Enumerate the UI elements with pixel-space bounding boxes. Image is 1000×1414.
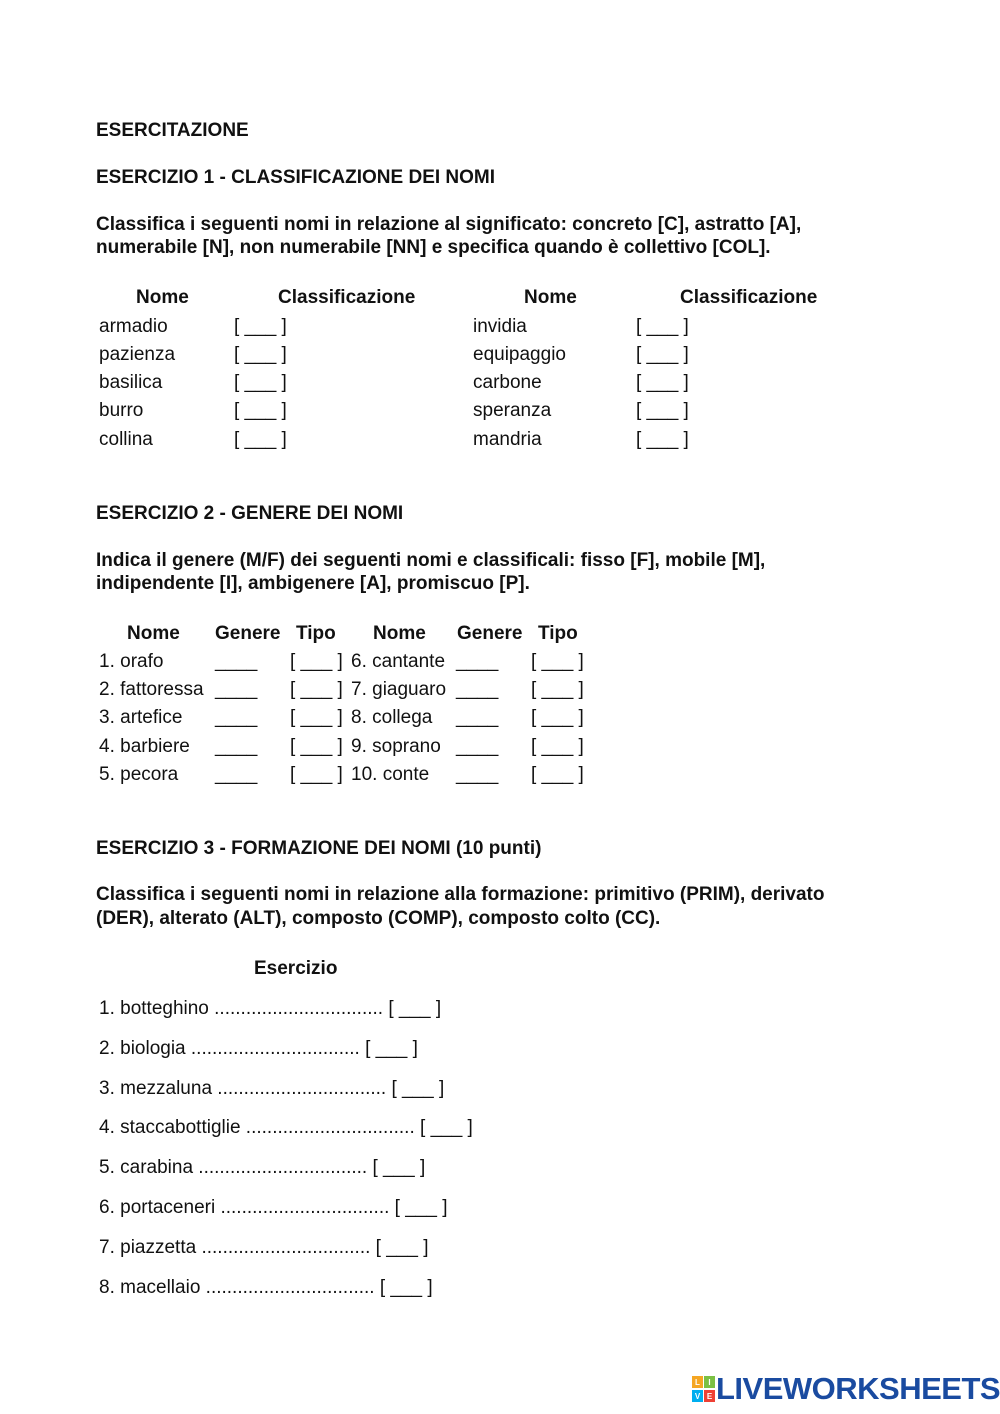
- ex3-item[interactable]: 7. piazzetta ................................ [ ___ ]: [99, 1237, 429, 1258]
- ex1-word: pazienza: [99, 344, 176, 365]
- ex2-genere-blank[interactable]: ____: [456, 651, 499, 672]
- ex1-word: basilica: [99, 372, 163, 393]
- ex2-genere-blank[interactable]: ____: [215, 736, 258, 757]
- ex2-genere-blank[interactable]: ____: [215, 651, 258, 672]
- ex2-tipo-blank[interactable]: [ ___ ]: [531, 651, 584, 672]
- ex2-genere-blank[interactable]: ____: [215, 679, 258, 700]
- ex1-answer-blank[interactable]: [ ___ ]: [234, 372, 287, 393]
- ex2-genere-blank[interactable]: ____: [215, 707, 258, 728]
- ex1-answer-blank[interactable]: [ ___ ]: [636, 316, 689, 337]
- ex2-word: 10. conte: [351, 764, 430, 785]
- ex3-item[interactable]: 2. biologia ................................ [ ___ ]: [99, 1038, 418, 1059]
- exercise-2-heading: ESERCIZIO 2 - GENERE DEI NOMI: [96, 503, 404, 524]
- svg-text:I: I: [708, 1378, 711, 1387]
- ex1-answer-blank[interactable]: [ ___ ]: [234, 400, 287, 421]
- ex2-word: 1. orafo: [99, 651, 164, 672]
- ex1-answer-blank[interactable]: [ ___ ]: [636, 372, 689, 393]
- ex2-word: 8. collega: [351, 707, 433, 728]
- ex1-word: speranza: [473, 400, 552, 421]
- liveworksheets-logo-text: LIVEWORKSHEETS: [716, 1371, 1000, 1406]
- svg-text:V: V: [694, 1392, 701, 1401]
- ex1-word: carbone: [473, 372, 542, 393]
- ex1-answer-blank[interactable]: [ ___ ]: [234, 344, 287, 365]
- ex3-item[interactable]: 4. staccabottiglie ................................ [ ___ ]: [99, 1117, 473, 1138]
- ex1-answer-blank[interactable]: [ ___ ]: [234, 316, 287, 337]
- exercise-1-instruction-line-1: Classifica i seguenti nomi in relazione al significato: concreto [C], astratto [A],: [96, 214, 802, 235]
- ex1-word: armadio: [99, 316, 168, 337]
- ex1-word: invidia: [473, 316, 527, 337]
- ex2-tipo-blank[interactable]: [ ___ ]: [290, 764, 343, 785]
- ex3-item[interactable]: 6. portaceneri ................................ [ ___ ]: [99, 1197, 448, 1218]
- svg-text:E: E: [706, 1392, 713, 1401]
- ex2-word: 4. barbiere: [99, 736, 190, 757]
- ex3-item[interactable]: 1. botteghino ................................ [ ___ ]: [99, 998, 442, 1019]
- exercise-3-subheading: Esercizio: [254, 958, 338, 979]
- ex3-item[interactable]: 8. macellaio ................................ [ ___ ]: [99, 1277, 433, 1298]
- exercise-3-instruction-line-2: (DER), alterato (ALT), composto (COMP), composto colto (CC).: [96, 908, 661, 929]
- ex2-tipo-blank[interactable]: [ ___ ]: [290, 707, 343, 728]
- ex2-genere-blank[interactable]: ____: [456, 679, 499, 700]
- ex2-header-genere-left: Genere: [215, 623, 281, 644]
- exercise-3-instruction-line-1: Classifica i seguenti nomi in relazione alla formazione: primitivo (PRIM), derivato: [96, 884, 825, 905]
- svg-text:L: L: [695, 1378, 700, 1387]
- ex1-word: burro: [99, 400, 144, 421]
- ex2-genere-blank[interactable]: ____: [215, 764, 258, 785]
- ex2-tipo-blank[interactable]: [ ___ ]: [531, 707, 584, 728]
- ex2-word: 7. giaguaro: [351, 679, 447, 700]
- liveworksheets-mark-icon: [692, 1374, 716, 1404]
- ex1-answer-blank[interactable]: [ ___ ]: [636, 400, 689, 421]
- ex2-word: 6. cantante: [351, 651, 446, 672]
- ex2-word: 2. fattoressa: [99, 679, 204, 700]
- exercise-2-instruction-line-2: indipendente [I], ambigenere [A], promiscuo [P].: [96, 573, 530, 594]
- ex2-tipo-blank[interactable]: [ ___ ]: [531, 764, 584, 785]
- ex1-answer-blank[interactable]: [ ___ ]: [636, 429, 689, 450]
- ex2-genere-blank[interactable]: ____: [456, 707, 499, 728]
- ex2-header-tipo-right: Tipo: [538, 623, 578, 644]
- ex2-tipo-blank[interactable]: [ ___ ]: [531, 736, 584, 757]
- ex2-tipo-blank[interactable]: [ ___ ]: [290, 651, 343, 672]
- ex2-header-nome-left: Nome: [127, 623, 180, 644]
- exercise-3-heading: ESERCIZIO 3 - FORMAZIONE DEI NOMI (10 punti): [96, 838, 542, 859]
- ex1-word: equipaggio: [473, 344, 566, 365]
- ex3-item[interactable]: 3. mezzaluna ................................ [ ___ ]: [99, 1078, 445, 1099]
- exercise-1-instruction-line-2: numerabile [N], non numerabile [NN] e specifica quando è collettivo [COL].: [96, 237, 771, 258]
- ex1-answer-blank[interactable]: [ ___ ]: [636, 344, 689, 365]
- ex2-tipo-blank[interactable]: [ ___ ]: [290, 736, 343, 757]
- ex2-word: 3. artefice: [99, 707, 183, 728]
- ex2-header-tipo-left: Tipo: [296, 623, 336, 644]
- ex2-header-genere-right: Genere: [457, 623, 523, 644]
- ex2-genere-blank[interactable]: ____: [456, 764, 499, 785]
- ex2-tipo-blank[interactable]: [ ___ ]: [290, 679, 343, 700]
- ex2-word: 5. pecora: [99, 764, 179, 785]
- ex1-header-classificazione-left: Classificazione: [278, 287, 416, 308]
- ex2-tipo-blank[interactable]: [ ___ ]: [531, 679, 584, 700]
- ex1-word: collina: [99, 429, 153, 450]
- ex1-word: mandria: [473, 429, 542, 450]
- exercise-2-instruction-line-1: Indica il genere (M/F) dei seguenti nomi e classificali: fisso [F], mobile [M],: [96, 550, 766, 571]
- ex1-header-nome-right: Nome: [524, 287, 577, 308]
- ex1-header-classificazione-right: Classificazione: [680, 287, 818, 308]
- ex1-answer-blank[interactable]: [ ___ ]: [234, 429, 287, 450]
- document-title: ESERCITAZIONE: [96, 120, 249, 141]
- ex2-genere-blank[interactable]: ____: [456, 736, 499, 757]
- exercise-1-heading: ESERCIZIO 1 - CLASSIFICAZIONE DEI NOMI: [96, 167, 496, 188]
- liveworksheets-logo: [692, 1372, 1000, 1406]
- ex3-item[interactable]: 5. carabina ................................ [ ___ ]: [99, 1157, 426, 1178]
- ex2-word: 9. soprano: [351, 736, 441, 757]
- ex1-header-nome-left: Nome: [136, 287, 189, 308]
- ex2-header-nome-right: Nome: [373, 623, 426, 644]
